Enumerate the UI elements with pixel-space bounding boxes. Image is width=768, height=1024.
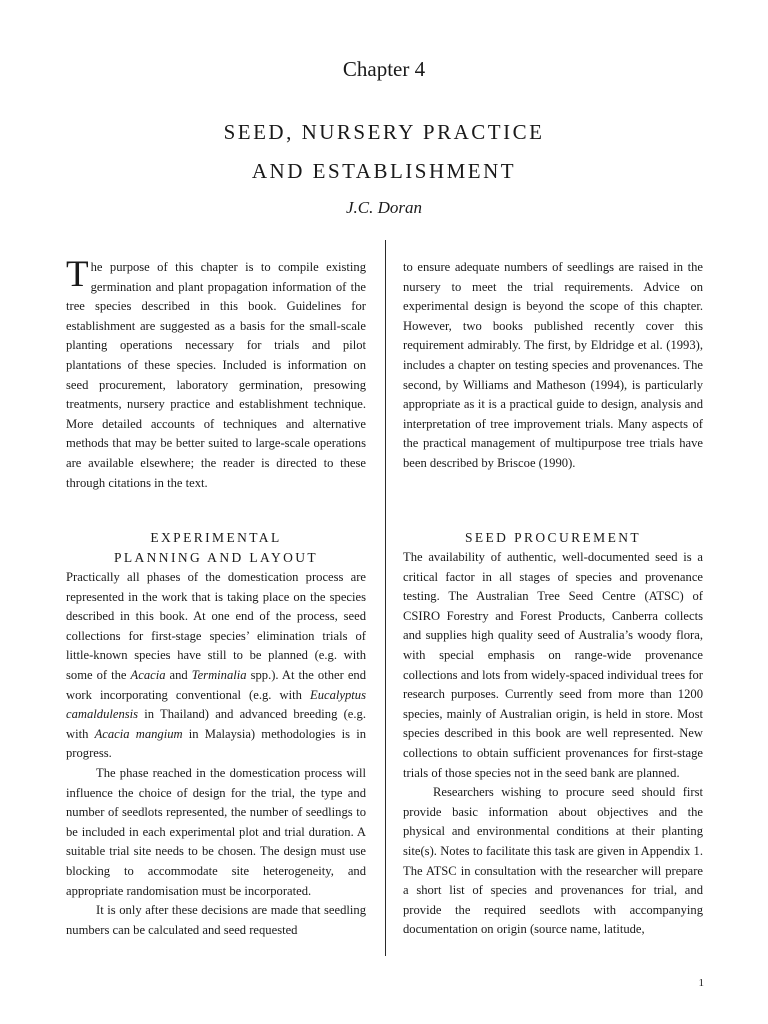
intro-continuation-paragraph: to ensure adequate numbers of seedlings are raised in the nursery to meet the trial requirements. Advice on experimental design is beyond the scope of this chapter. However, two books published recently cover this requirement admirably. The first, by Eldridge et al. (1993), includes a chapter on testing species and provenances. The second, by Williams and Matheson (1994), is particularly appropriate as it is a practical guide to design, analysis and interpretation of tree improvement trials. Many aspects of the practical management of multipurpose tree trials have been described by Briscoe (1990). [403,260,703,470]
text-run: in Thailand) and advanced breeding (e.g. with [66,707,366,741]
chapter-author: J.C. Doran [345,198,423,217]
drop-cap: T [66,254,89,295]
page-number: 1 [698,977,704,989]
chapter-label: Chapter 4 [342,57,426,81]
text-run: Practically all phases of the domestication process are represented in the work that is taking place on the species described in this book. At one end of the process, seed collections for first-stage species’ elimination trials of little-known species have still to be planned (e.g. with some of the [66,570,366,682]
intro-left-column [66,254,366,493]
experimental-paragraph-3: It is only after these decisions are made that seedling numbers can be calculated and seed requested [66,903,366,937]
intro-text: he purpose of this chapter is to compile existing germination and plant propagation information of the tree species described in this book. Guidelines for establishment are suggested as a basis for the small-scale planting operations necessary for trials and pilot plantations of these species. Included is information on seed procurement, laboratory germination, presowing treatments, nursery practice and establishment technique. More detailed accounts of techniques and alternative methods that may be better suited to large-scale operations are available elsewhere; the reader is directed to these through citations in the text. [66,260,366,490]
species-name: Acacia mangium [94,726,183,741]
species-name: Terminalia [191,667,247,682]
section-heading-line-2: PLANNING AND LAYOUT [113,549,319,565]
column-divider [385,240,386,956]
text-run: spp.). At the other end work incorporating conventional (e.g. with [66,667,367,702]
experimental-paragraph-1 [66,568,366,764]
species-name: Eucalyptus camaldulensis [66,687,366,722]
experimental-paragraph-2: The phase reached in the domestication process will influence the choice of design for the trial, the type and number of seedlots represented, the number of seedlings to be included in each experimental plot and trial duration. A suitable trial site needs to be chosen. The design must use blocking to accommodate site heterogeneity, and appropriate randomisation must be incorporated. [66,765,366,898]
text-run: and [165,667,192,682]
seed-procurement-body [403,548,703,940]
seed-paragraph-1: The availability of authentic, well-documented seed is a critical factor in all stages of species and provenance testing. The Australian Tree Seed Centre (ATSC) of CSIRO Forestry and Forest Products, Canberra collects and supplies high quality seed of Australia’s woody flora, with special emphasis on range-wide provenance collections and lots from widely-spaced individual trees for research purposes. Currently seed from more than 1200 species, mainly of Australian origin, is held in store. Most species described in this book are well represented. New collections to obtain sufficient provenances for first-stage trials of those species not in the seed bank are planned. [403,550,703,780]
intro-right-column [403,258,703,474]
seed-paragraph-2: Researchers wishing to procure seed should first provide basic information about objectives and the physical and environmental conditions at their planting site(s). Notes to facilitate this task are given in Appendix 1. The ATSC in consultation with the researcher will prepare a short list of species and provenances for trial, and provide the required seedlots with accompanying documentation on origin (source name, latitude, [403,785,703,937]
species-name: Acacia [130,667,166,682]
section-heading-line-1: EXPERIMENTAL [150,530,282,545]
chapter-title-line-1: SEED, NURSERY PRACTICE [223,120,545,144]
text-run: in Malaysia) methodologies is in progress. [66,726,366,761]
intro-paragraph [66,254,366,493]
section-heading-seed-procurement: SEED PROCUREMENT [464,530,642,545]
chapter-title [0,113,768,191]
chapter-title-line-2: AND ESTABLISHMENT [251,159,517,183]
section-heading-experimental-planning [66,528,366,567]
experimental-planning-body [66,568,366,940]
